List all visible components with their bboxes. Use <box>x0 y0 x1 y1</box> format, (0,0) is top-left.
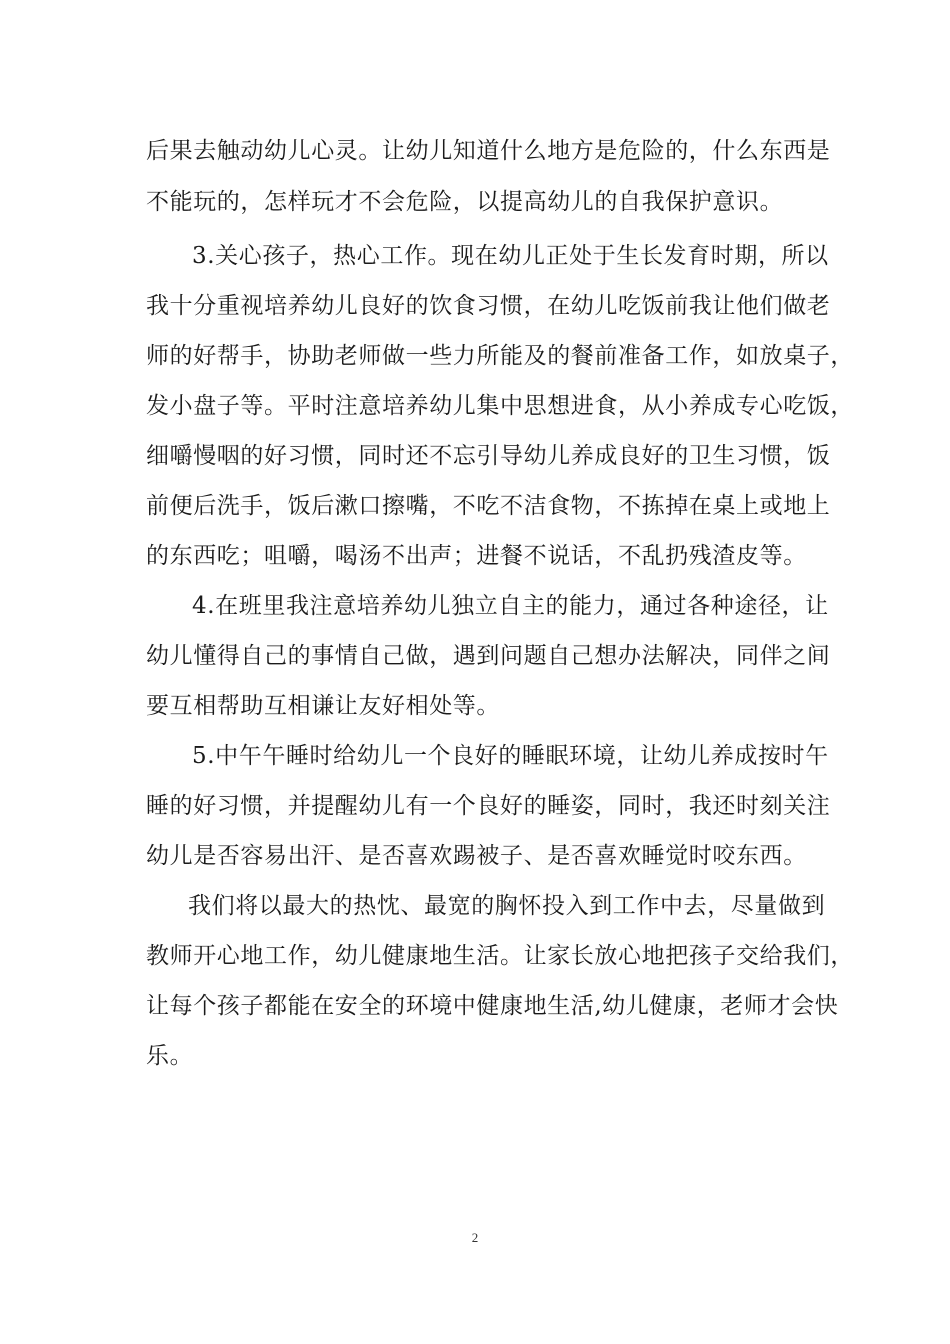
text-line: 发小盘子等。平时注意培养幼儿集中思想进食，从小养成专心吃饭， <box>146 393 854 419</box>
text-line: 的东西吃；咀嚼，喝汤不出声；进餐不说话，不乱扔残渣皮等。 <box>146 543 807 569</box>
text-line: 细嚼慢咽的好习惯，同时还不忘引导幼儿养成良好的卫生习惯，饭 <box>146 443 831 469</box>
text-line: 睡的好习惯，并提醒幼儿有一个良好的睡姿，同时，我还时刻关注 <box>146 793 831 819</box>
text-line: 4.在班里我注意培养幼儿独立自主的能力，通过各种途径，让 <box>192 593 829 619</box>
text-line: 幼儿是否容易出汗、是否喜欢踢被子、是否喜欢睡觉时咬东西。 <box>146 843 807 869</box>
text-line: 5.中午午睡时给幼儿一个良好的睡眠环境，让幼儿养成按时午 <box>192 743 829 769</box>
page-number: 2 <box>471 1230 479 1245</box>
text-line: 要互相帮助互相谦让友好相处等。 <box>146 693 500 719</box>
text-line: 让每个孩子都能在安全的环境中健康地生活,幼儿健康，老师才会快 <box>146 993 839 1019</box>
text-line: 不能玩的，怎样玩才不会危险，以提高幼儿的自我保护意识。 <box>146 189 784 215</box>
text-line: 乐。 <box>146 1043 194 1069</box>
text-line: 师的好帮手，协助老师做一些力所能及的餐前准备工作，如放桌子， <box>146 343 854 369</box>
text-line: 后果去触动幼儿心灵。让幼儿知道什么地方是危险的，什么东西是 <box>146 138 831 164</box>
text-line: 幼儿懂得自己的事情自己做，遇到问题自己想办法解决，同伴之间 <box>146 643 831 669</box>
text-line: 教师开心地工作，幼儿健康地生活。让家长放心地把孩子交给我们， <box>146 943 854 969</box>
text-line: 我们将以最大的热忱、最宽的胸怀投入到工作中去，尽量做到 <box>188 893 826 919</box>
text-line: 3.关心孩子，热心工作。现在幼儿正处于生长发育时期，所以 <box>192 243 829 269</box>
text-line: 前便后洗手，饭后漱口擦嘴，不吃不洁食物，不拣掉在桌上或地上 <box>146 493 831 519</box>
text-line: 我十分重视培养幼儿良好的饮食习惯，在幼儿吃饭前我让他们做老 <box>146 293 831 319</box>
